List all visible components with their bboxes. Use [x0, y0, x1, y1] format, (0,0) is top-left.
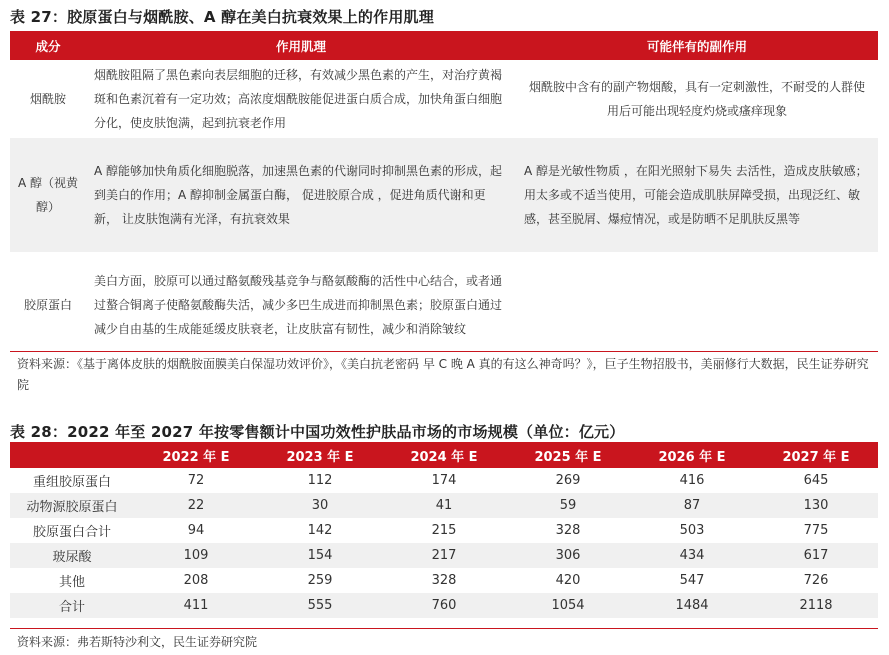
column-header-year: 2024 年 E — [382, 442, 506, 468]
value-cell: 328 — [382, 568, 506, 593]
value-cell: 416 — [630, 468, 754, 493]
row-label: 玻尿酸 — [10, 543, 134, 568]
table-28-source: 资料来源：弗若斯特沙利文，民生证券研究院 — [17, 635, 258, 649]
value-cell: 22 — [134, 493, 258, 518]
value-cell: 775 — [754, 518, 878, 543]
value-cell: 328 — [506, 518, 630, 543]
row-label: 胶原蛋白合计 — [10, 518, 134, 543]
column-header-year: 2023 年 E — [258, 442, 382, 468]
table-row — [10, 543, 878, 568]
table-28 — [10, 442, 878, 618]
table-row — [10, 138, 878, 252]
ingredient-cell: 胶原蛋白 — [10, 252, 86, 358]
row-label: 合计 — [10, 593, 134, 618]
value-cell: 547 — [630, 568, 754, 593]
table-row — [10, 568, 878, 593]
table-row — [10, 252, 878, 358]
value-cell: 215 — [382, 518, 506, 543]
table-row — [10, 593, 878, 618]
row-label: 重组胶原蛋白 — [10, 468, 134, 493]
table-row — [10, 493, 878, 518]
mechanism-cell: 烟酰胺阻隔了黑色素向表层细胞的迁移，有效减少黑色素的产生，对治疗黄褐斑和色素沉着有一定功效；高浓度烟酰胺能促进蛋白质合成，加快角蛋白细胞分化，使皮肤饱满，起到抗衰老作用 — [86, 60, 516, 138]
value-cell: 72 — [134, 468, 258, 493]
column-header-year: 2027 年 E — [754, 442, 878, 468]
row-label: 其他 — [10, 568, 134, 593]
value-cell: 2118 — [754, 593, 878, 618]
value-cell: 726 — [754, 568, 878, 593]
column-header-ingredient: 成分 — [10, 31, 86, 60]
column-header-year: 2025 年 E — [506, 442, 630, 468]
value-cell: 59 — [506, 493, 630, 518]
table-27-title: 表 27：胶原蛋白与烟酰胺、A 醇在美白抗衰效果上的作用肌理 — [10, 8, 434, 26]
value-cell: 420 — [506, 568, 630, 593]
mechanism-cell: 美白方面，胶原可以通过酪氨酸残基竞争与酪氨酸酶的活性中心结合，或者通过螯合铜离子使酪氨酸酶失活，减少多巴生成进而抑制黑色素；胶原蛋白通过减少自由基的生成能延缓皮肤衰老，让皮肤富有韧性，减少和消除皱纹 — [86, 252, 516, 358]
mechanism-cell: A 醇能够加快角质化细胞脱落，加速黑色素的代谢同时抑制黑色素的形成，起到美白的作用；A 醇抑制金属蛋白酶， 促进胶原合成 ，促进角质代谢和更新， 让皮肤饱满有光泽，有抗衰效果 — [86, 138, 516, 252]
value-cell: 109 — [134, 543, 258, 568]
value-cell: 645 — [754, 468, 878, 493]
ingredient-cell: A 醇（视黄醇） — [10, 138, 86, 252]
value-cell: 154 — [258, 543, 382, 568]
value-cell: 269 — [506, 468, 630, 493]
table-28-title: 表 28：2022 年至 2027 年按零售额计中国功效性护肤品市场的市场规模（单位：亿元） — [10, 423, 625, 441]
side-effect-cell: 烟酰胺中含有的副产物烟酸，具有一定刺激性，不耐受的人群使用后可能出现轻度灼烧或瘙痒现象 — [516, 60, 878, 138]
table-row — [10, 468, 878, 493]
side-effect-cell — [516, 252, 878, 358]
ingredient-cell: 烟酰胺 — [10, 60, 86, 138]
side-effect-cell: A 醇是光敏性物质 ，在阳光照射下易失 去活性，造成皮肤敏感；用太多或不适当使用，可能会造成肌肤屏障受损，出现泛红、敏感，甚至脱屑、爆痘情况，或是防晒不足肌肤反黑等 — [516, 138, 878, 252]
table-27-source: 资料来源：《基于离体皮肤的烟酰胺面膜美白保湿功效评价》，《美白抗老密码 早 C 晚 A 真的有这么神奇吗？》，巨子生物招股书，美丽修行大数据，民生证券研究院 — [17, 357, 869, 392]
value-cell: 1484 — [630, 593, 754, 618]
value-cell: 259 — [258, 568, 382, 593]
value-cell: 411 — [134, 593, 258, 618]
column-header-year: 2022 年 E — [134, 442, 258, 468]
value-cell: 555 — [258, 593, 382, 618]
column-header-mechanism: 作用肌理 — [86, 31, 516, 60]
value-cell: 87 — [630, 493, 754, 518]
value-cell: 30 — [258, 493, 382, 518]
value-cell: 503 — [630, 518, 754, 543]
table-row — [10, 518, 878, 543]
value-cell: 112 — [258, 468, 382, 493]
row-label: 动物源胶原蛋白 — [10, 493, 134, 518]
value-cell: 434 — [630, 543, 754, 568]
value-cell: 760 — [382, 593, 506, 618]
column-header-side-effects: 可能伴有的副作用 — [516, 31, 878, 60]
value-cell: 94 — [134, 518, 258, 543]
table-row — [10, 60, 878, 138]
source-divider — [10, 628, 878, 629]
value-cell: 130 — [754, 493, 878, 518]
value-cell: 174 — [382, 468, 506, 493]
value-cell: 617 — [754, 543, 878, 568]
value-cell: 1054 — [506, 593, 630, 618]
source-divider — [10, 351, 878, 352]
table-27-header-row — [10, 31, 878, 60]
column-header-blank — [10, 442, 134, 468]
column-header-year: 2026 年 E — [630, 442, 754, 468]
value-cell: 306 — [506, 543, 630, 568]
value-cell: 217 — [382, 543, 506, 568]
table-27 — [10, 31, 878, 358]
value-cell: 41 — [382, 493, 506, 518]
value-cell: 208 — [134, 568, 258, 593]
table-28-header-row — [10, 442, 878, 468]
value-cell: 142 — [258, 518, 382, 543]
